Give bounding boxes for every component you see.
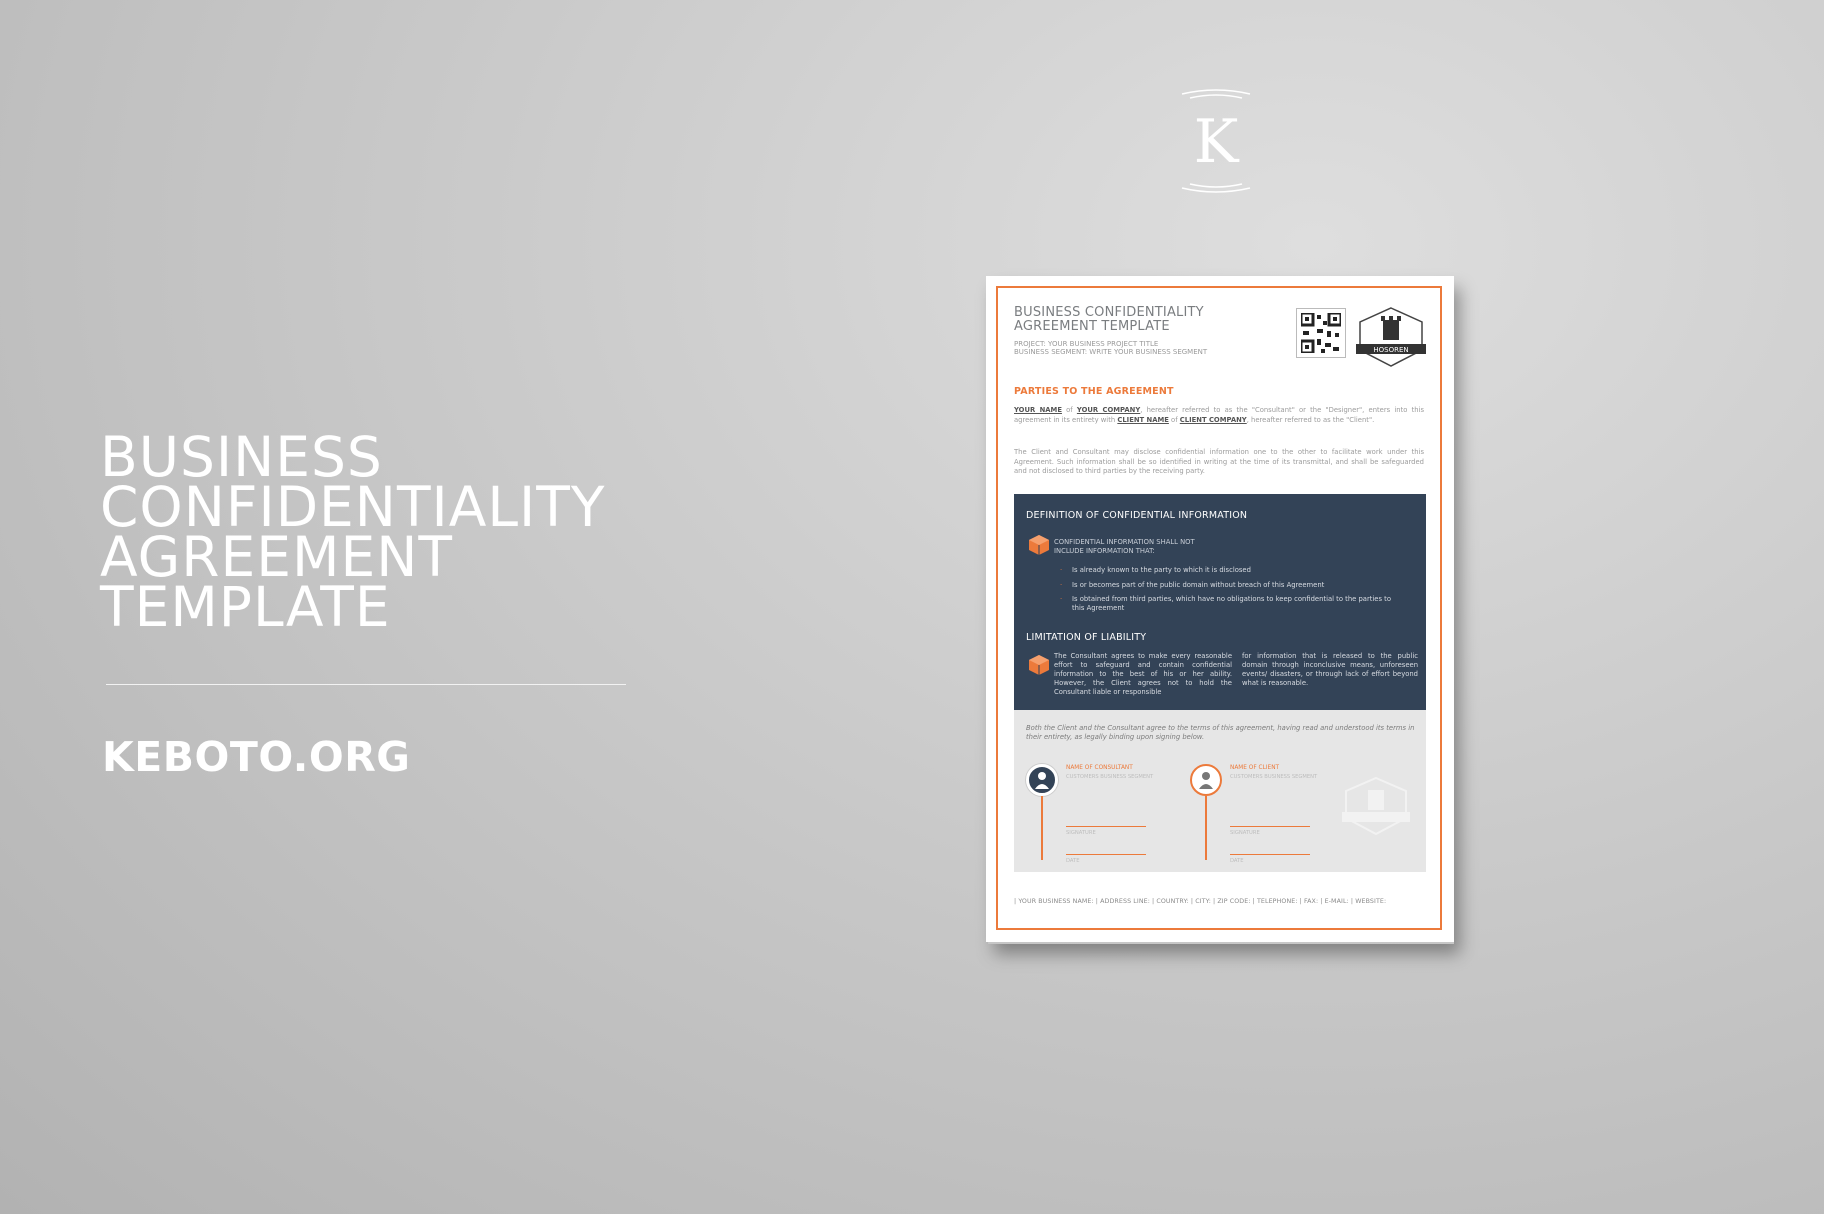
consultant-divider-line	[1041, 796, 1043, 860]
company-badge-icon	[1352, 304, 1430, 374]
consultant-segment: CUSTOMERS BUSINESS SEGMENT	[1066, 774, 1154, 780]
definition-subheading	[1054, 538, 1195, 555]
para-text: of	[1168, 415, 1180, 424]
definition-bullets	[1064, 566, 1394, 618]
consultant-avatar-icon	[1026, 764, 1058, 796]
promo-title	[100, 425, 660, 639]
consultant-date-label: DATE	[1066, 858, 1080, 864]
promo-title-line: BUSINESS	[100, 425, 383, 489]
para-text: of	[1061, 406, 1077, 414]
document-title-line: BUSINESS CONFIDENTIALITY	[1014, 305, 1204, 320]
document-meta-line: PROJECT: YOUR BUSINESS PROJECT TITLE	[1014, 340, 1159, 348]
list-item: · Is or becomes part of the public domain without breach of this Agreement	[1064, 581, 1394, 590]
client-signature-label: SIGNATURE	[1230, 830, 1260, 836]
client-avatar-icon	[1190, 764, 1222, 796]
definition-sub-line: INCLUDE INFORMATION THAT:	[1054, 546, 1155, 555]
cube-icon	[1028, 534, 1050, 556]
cube-icon	[1028, 654, 1050, 676]
document-preview	[986, 276, 1454, 942]
client-segment: CUSTOMERS BUSINESS SEGMENT	[1230, 774, 1318, 780]
client-name: NAME OF CLIENT	[1230, 765, 1280, 771]
consultant-signature-line	[1066, 826, 1146, 827]
watermark-seal-icon	[1338, 774, 1414, 840]
client-date-line	[1230, 854, 1310, 855]
agreement-statement: Both the Client and the Consultant agree to the terms of this agreement, having read and understood its terms in their entirety, as legally binding upon signing below.	[1026, 724, 1415, 741]
document-footer: | YOUR BUSINESS NAME: | ADDRESS LINE: | COUNTRY: | CITY: | ZIP CODE: | TELEPHONE: | FAX: | E-MAIL: | WEBSITE:	[1014, 898, 1387, 905]
liability-column-2: for information that is released to the public domain through inconclusive means, unforeseen events/ disasters, or through lack of effort beyond what is reasonable.	[1242, 652, 1418, 687]
qr-code-icon	[1296, 308, 1346, 358]
para-text: , hereafter referred to as the "Client".	[1246, 415, 1375, 424]
promo-title-line: CONFIDENTIALITY	[100, 475, 606, 539]
para-text: , hereafter referred to as the "Consultant" or the "Designer", enters into this agreement in its entirety with	[1014, 406, 1424, 424]
promo-divider	[106, 684, 626, 685]
document-meta	[1014, 340, 1207, 356]
disclosure-paragraph: The Client and Consultant may disclose confidential information one to the other to facilitate work under this Agreement. Such information shall be so identified in writing at the time of its transmittal, and shall be safeguarded and not disclosed to third parties by the receiving party.	[1014, 448, 1424, 475]
client-divider-line	[1205, 796, 1207, 860]
keboto-logo-icon	[1176, 88, 1256, 198]
document-meta-line: BUSINESS SEGMENT: WRITE YOUR BUSINESS SEGMENT	[1014, 348, 1208, 356]
client-company-field: CLIENT COMPANY	[1179, 415, 1247, 424]
client-signature-line	[1230, 826, 1310, 827]
liability-column-1: The Consultant agrees to make every reasonable effort to safeguard and contain confidential information to the best of his or her ability. However, the Client agrees not to hold the Consultant liable or responsible	[1054, 652, 1232, 696]
document-title	[1014, 306, 1204, 334]
logo-letter: K	[1193, 107, 1239, 177]
consultant-name: NAME OF CONSULTANT	[1066, 765, 1133, 771]
client-name-field: CLIENT NAME	[1117, 415, 1169, 424]
definition-heading: DEFINITION OF CONFIDENTIAL INFORMATION	[1026, 510, 1248, 521]
parties-heading: PARTIES TO THE AGREEMENT	[1014, 386, 1174, 397]
promo-site-link[interactable]: KEBOTO.ORG	[102, 733, 411, 781]
your-company-field: YOUR COMPANY	[1076, 406, 1141, 414]
promo-title-line: TEMPLATE	[100, 575, 391, 639]
liability-heading: LIMITATION OF LIABILITY	[1026, 632, 1147, 643]
your-name-field: YOUR NAME	[1014, 406, 1062, 414]
parties-paragraph	[1014, 406, 1424, 425]
document-title-line: AGREEMENT TEMPLATE	[1014, 319, 1170, 334]
definition-sub-line: CONFIDENTIAL INFORMATION SHALL NOT	[1054, 538, 1195, 546]
badge-text: HOSOREN	[1373, 346, 1409, 354]
promo-title-line: AGREEMENT	[100, 525, 453, 589]
list-item: · Is obtained from third parties, which have no obligations to keep confidential to the parties to this Agreement	[1064, 595, 1394, 612]
consultant-signature-label: SIGNATURE	[1066, 830, 1096, 836]
consultant-date-line	[1066, 854, 1146, 855]
client-date-label: DATE	[1230, 858, 1244, 864]
list-item: · Is already known to the party to which it is disclosed	[1064, 566, 1394, 575]
